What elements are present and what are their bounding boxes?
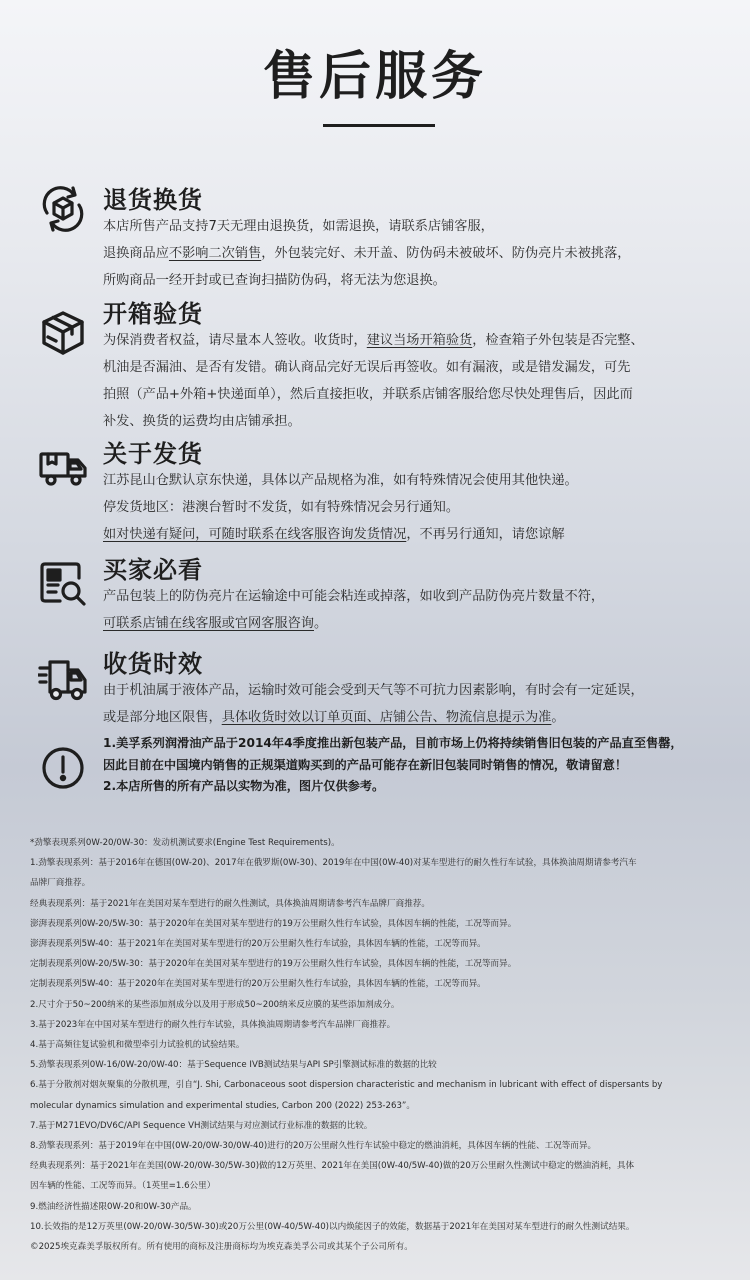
text-span: 。 (551, 710, 565, 725)
underlined-text: 建议当场开箱验货 (366, 333, 473, 348)
underlined-text: 具体收货时效以订单页面、店铺公告、物流信息提示为准 (221, 710, 552, 725)
section-heading: 退货换货 (103, 186, 203, 214)
footnotes (30, 833, 730, 1257)
text-span: 所购商品一经开封或已查询扫描防伪码，将无法为您退换。 (103, 273, 446, 288)
text-line (103, 408, 713, 435)
footnote: molecular dynamics simulation and experimental studies, Carbon 200 (2022) 253-263”。 (30, 1100, 415, 1111)
footnote: 6.基于分散剂对烟灰聚集的分散机理，引自“J. Shi, Carbonaceous soot dispersion characteristic and mechanism in lubricant with effect of dispersants by (30, 1080, 663, 1091)
text-line (103, 704, 713, 731)
footnote: 澎湃表现系列0W-20/5W-30：基于2020年在美国对某车型进行的19万公里耐久性行车试验，具体因车辆的性能，工况等而异。 (30, 918, 517, 929)
footnote: 定制表现系列0W-20/5W-30：基于2020年在美国对某车型进行的19万公里耐久性行车试验，具体因车辆的性能，工况等而异。 (30, 959, 517, 970)
section-text (103, 213, 713, 294)
text-line (103, 583, 713, 610)
text-span: 机油是否漏油、是否有发错。确认商品完好无误后再签收。如有漏液，或是错发漏发，可先 (103, 360, 631, 375)
footnote: 9.燃油经济性描述限0W-20和0W-30产品。 (30, 1201, 197, 1212)
footnote: 定制表现系列5W-40：基于2020年在美国对某车型进行的20万公里耐久性行车试验，具体因车辆的性能，工况等而异。 (30, 979, 486, 990)
notice-line: 1.美孚系列润滑油产品于2014年4季度推出新包装产品，目前市场上仍将持续销售旧包装的产品直至售罄， (103, 736, 683, 750)
footnote: 4.基于高频往复试验机和微型牵引力试验机的试验结果。 (30, 1040, 245, 1051)
section-heading: 关于发货 (103, 440, 203, 468)
section-heading: 买家必看 (103, 556, 203, 584)
text-line (103, 677, 713, 704)
notice-line: 2.本店所售的所有产品以实物为准，图片仅供参考。 (103, 779, 385, 793)
text-line (103, 521, 713, 548)
footnote: 品牌厂商推荐。 (30, 878, 91, 889)
notice-line: 因此目前在中国境内销售的正规渠道购买到的产品可能存在新旧包装同时销售的情况，敬请留意！ (103, 757, 628, 772)
text-line (103, 610, 713, 637)
text-span: 或是部分地区限售， (103, 710, 222, 725)
buyer-notice-icon (38, 558, 88, 608)
text-line (103, 327, 713, 354)
text-span: 拍照（产品+外箱+快递面单），然后直接拒收，并联系店铺客服给您尽快处理售后，因此而 (103, 387, 633, 402)
text-line (103, 354, 713, 381)
footnote: 澎湃表现系列5W-40：基于2021年在美国对某车型进行的20万公里耐久性行车试验，具体因车辆的性能，工况等而异。 (30, 939, 486, 950)
section-text (103, 677, 713, 731)
text-line (103, 240, 713, 267)
text-line (103, 381, 713, 408)
footnote: ©2025埃克森美孚版权所有。所有使用的商标及注册商标均为埃克森美孚公司或其某个子公司所有。 (30, 1242, 413, 1253)
text-line (103, 267, 713, 294)
footnote: 10.长效指的是12万英里(0W-20/0W-30/5W-30)或20万公里(0W-40/5W-40)以内焕能因子的效能，数据基于2021年在美国对某车型进行的耐久性测试结果。 (30, 1221, 635, 1232)
title-underline (323, 124, 435, 127)
footnote: 8.劲擎表现系列：基于2019年在中国(0W-20/0W-30/0W-40)进行的20万公里耐久性行车试验中稳定的燃油消耗，具体因车辆的性能、工况等而异。 (30, 1141, 597, 1152)
text-span: 。 (314, 616, 328, 631)
notice-text (103, 733, 723, 798)
text-line (103, 213, 713, 240)
exclamation-circle-icon (40, 745, 86, 791)
footnote: 1.劲擎表现系列：基于2016年在德国(0W-20)、2017年在俄罗斯(0W-30)、2019年在中国(0W-40)对某车型进行的耐久性行车试验，具体换油周期请参考汽车 (30, 858, 637, 869)
underlined-text: 不影响二次销售 (168, 246, 262, 261)
page-title: 售后服务 (262, 47, 487, 107)
footnote: 3.基于2023年在中国对某车型进行的耐久性行车试验，具体换油周期请参考汽车品牌厂商推荐。 (30, 1019, 396, 1030)
text-span: 本店所售产品支持7天无理由退换货，如需退换，请联系店铺客服， (103, 219, 494, 234)
footnote: *劲擎表现系列0W-20/0W-30：发动机测试要求(Engine Test Requirements)。 (30, 838, 340, 848)
text-span: ，不再另行通知，请您谅解 (406, 527, 565, 542)
text-span: 停发货地区：港澳台暂时不发货，如有特殊情况会另行通知。 (103, 500, 460, 515)
text-line (103, 494, 713, 521)
return-exchange-icon (38, 184, 88, 234)
shipping-box-icon (38, 442, 88, 492)
text-span: 由于机油属于液体产品，运输时效可能会受到天气等不可抗力因素影响，有时会有一定延误， (103, 683, 644, 698)
text-span: 补发、换货的运费均由店铺承担。 (103, 414, 301, 429)
footnote: 经典表现系列：基于2021年在美国对某车型进行的耐久性测试，具体换油周期请参考汽车品牌厂商推荐。 (30, 898, 430, 909)
text-span: ，外包装完好、未开盖、防伪码未被破坏、防伪亮片未被挑落， (261, 246, 631, 261)
text-span: ，检查箱子外包装是否完整、 (472, 333, 644, 348)
text-span: 江苏昆山仓默认京东快递，具体以产品规格为准，如有特殊情况会使用其他快递。 (103, 473, 578, 488)
footnote: 5.劲擎表现系列0W-16/0W-20/0W-40：基于Sequence IVB测试结果与API SP引擎测试标准的数据的比较 (30, 1060, 437, 1071)
section-heading: 开箱验货 (103, 300, 203, 328)
footnote: 2.尺寸介于50~200纳米的某些添加剂成分以及用于形成50~200纳米反应膜的某些添加剂成分。 (30, 999, 400, 1010)
text-span: 退换商品应 (103, 246, 169, 261)
footnote: 7.基于M271EVO/DV6C/API Sequence VH测试结果与对应测试行业标准的数据的比较。 (30, 1120, 373, 1131)
section-text (103, 327, 713, 435)
underlined-text: 可联系店铺在线客服或官网客服咨询 (103, 616, 314, 631)
text-span: 产品包装上的防伪亮片在运输途中可能会粘连或掉落，如收到产品防伪亮片数量不符， (103, 589, 605, 604)
footnote: 经典表现系列：基于2021年在美国(0W-20/0W-30/5W-30)做的12万英里、2021年在美国(0W-40/5W-40)做的20万公里耐久性测试中稳定的燃油消耗，具体 (30, 1161, 635, 1172)
text-line (103, 467, 713, 494)
section-text (103, 583, 713, 637)
underlined-text: 如对快递有疑问，可随时联系在线客服咨询发货情况 (103, 527, 407, 542)
section-heading: 收货时效 (103, 650, 203, 678)
delivery-truck-icon (38, 654, 88, 704)
section-text (103, 467, 713, 548)
package-box-icon (38, 308, 88, 358)
text-span: 为保消费者权益，请尽量本人签收。收货时， (103, 333, 367, 348)
footnote: 因车辆的性能、工况等而异。（1英里=1.6公里） (30, 1181, 216, 1192)
